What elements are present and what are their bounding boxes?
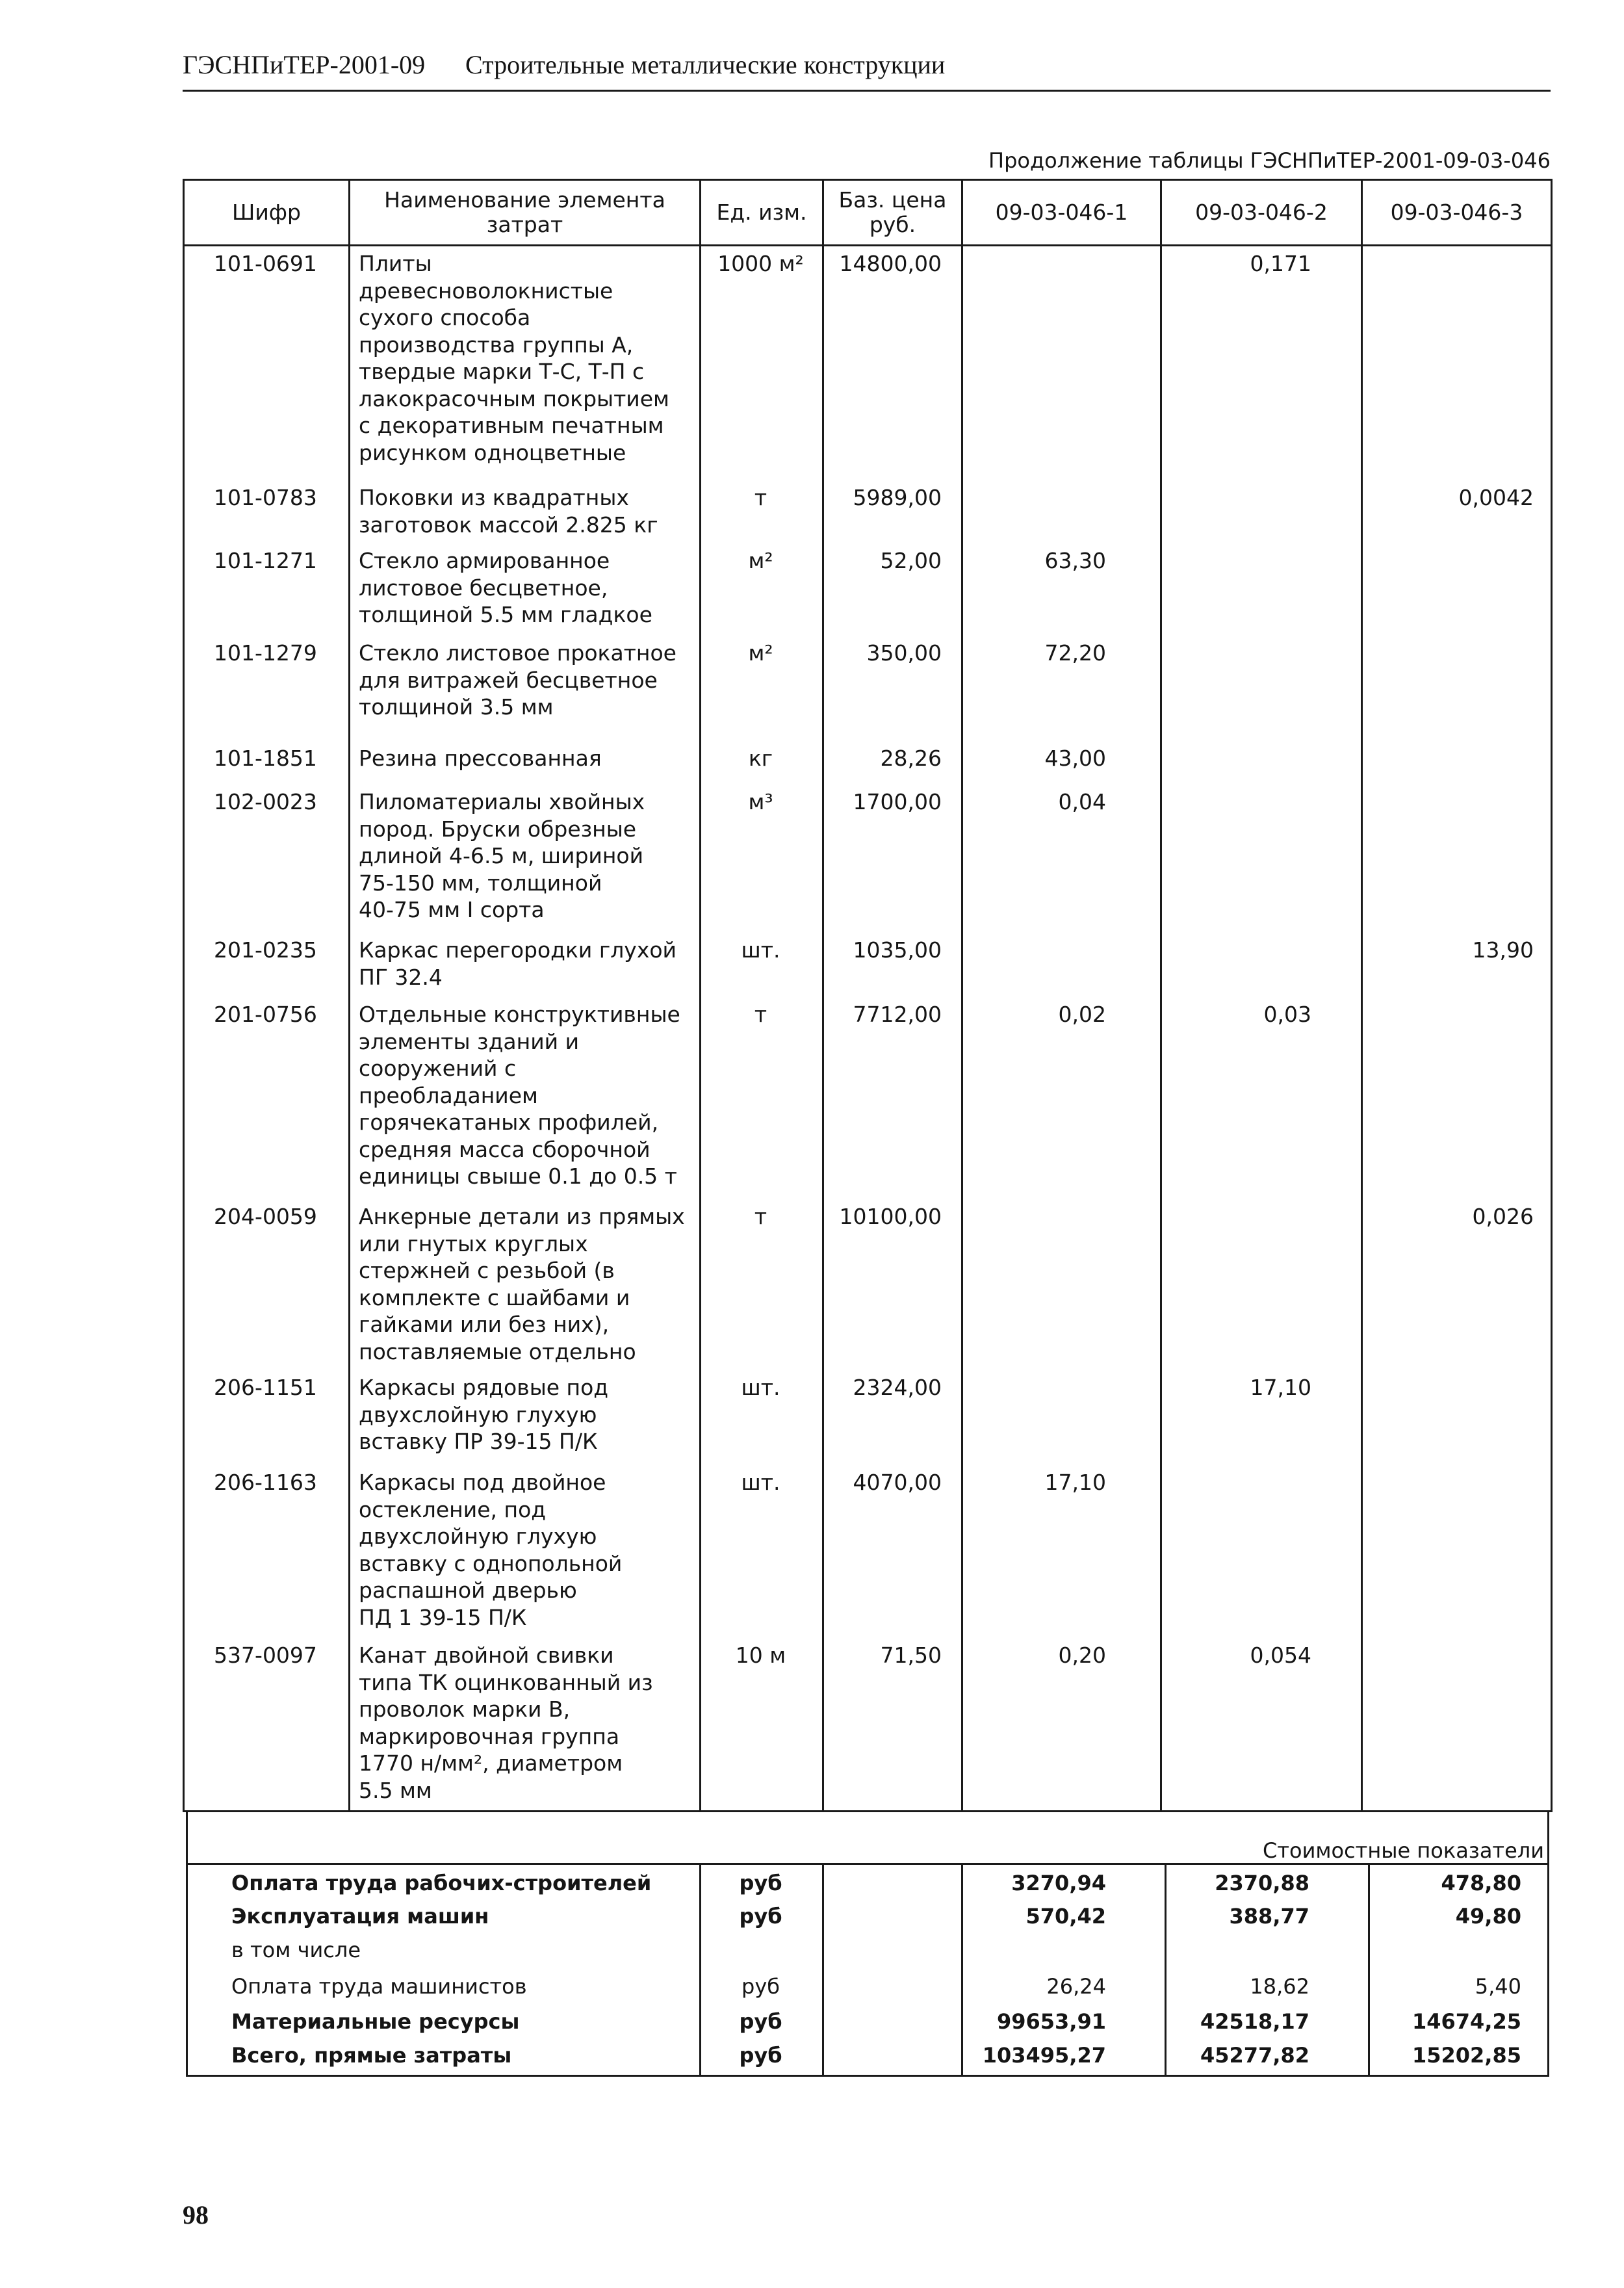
row-base-price: 2324,00	[853, 1375, 942, 1400]
row-value-046-1: 0,20	[1058, 1643, 1106, 1668]
row-name-line: Пиломатериалы хвойных	[359, 789, 645, 814]
row-name-line: сухого способа	[359, 305, 531, 330]
row-name-line: преобладанием	[359, 1082, 538, 1108]
row-value-046-1: 72,20	[1044, 640, 1106, 666]
row-base-price: 71,50	[880, 1643, 942, 1668]
table-column-rule	[1160, 179, 1162, 1812]
table-column-rule	[348, 179, 350, 1812]
row-unit: т	[754, 485, 767, 510]
row-value-046-1: 43,00	[1044, 746, 1106, 771]
row-name-line: типа ТК оцинкованный из	[359, 1669, 653, 1695]
row-name-line: средняя масса сборочной	[359, 1136, 651, 1162]
row-name-line: вставку ПР 39-15 П/К	[359, 1429, 598, 1454]
row-name-line: Анкерные детали из прямых	[359, 1204, 685, 1229]
row-base-price: 350,00	[866, 640, 942, 666]
row-base-price: 14800,00	[839, 251, 942, 276]
row-name-line: 1770 н/мм², диаметром	[359, 1750, 623, 1776]
row-base-price: 4070,00	[853, 1470, 942, 1495]
row-value-046-2: 17,10	[1250, 1375, 1311, 1400]
row-unit: кг	[748, 746, 773, 771]
row-name-line: или гнутых круглых	[359, 1230, 588, 1256]
row-name-line: поставляемые отдельно	[359, 1338, 636, 1364]
header-col-046-3	[1363, 181, 1551, 244]
row-name-line: толщиной 5.5 мм гладкое	[359, 602, 652, 627]
row-name-line: Плиты	[359, 251, 432, 276]
row-code: 101-1271	[214, 548, 317, 573]
row-name-line: комплекте с шайбами и	[359, 1284, 630, 1310]
summary-unit: руб	[741, 1974, 780, 1999]
row-base-price: 5989,00	[853, 485, 942, 510]
summary-value-046-2: 42518,17	[1200, 2009, 1309, 2034]
page-number: 98	[183, 2200, 209, 2230]
row-value-046-1: 0,04	[1058, 789, 1106, 814]
row-name-line: Стекло армированное	[359, 548, 610, 573]
header-base-price	[824, 181, 961, 244]
header-name-line: Наименование элемента	[384, 187, 665, 213]
summary-value-046-3: 14674,25	[1411, 2009, 1521, 2034]
table-column-rule	[1361, 179, 1363, 1812]
row-name-line: заготовок массой 2.825 кг	[359, 512, 658, 538]
table-continuation-caption: Продолжение таблицы ГЭСНПиТЕР-2001-09-03-046	[988, 148, 1551, 173]
summary-bottom-border	[186, 2075, 1549, 2077]
running-header-code: ГЭСНПиТЕР-2001-09	[183, 50, 426, 79]
row-unit: шт.	[741, 1470, 780, 1495]
row-value-046-3: 0,026	[1472, 1204, 1534, 1229]
summary-value-046-1: 570,42	[1025, 1904, 1106, 1929]
header-unit	[701, 181, 822, 244]
row-base-price: 10100,00	[839, 1204, 942, 1229]
row-name-line: листовое бесцветное,	[359, 575, 608, 601]
row-name-line: горячекатаных профилей,	[359, 1110, 659, 1135]
header-name-line: затрат	[486, 212, 563, 237]
row-code: 101-1279	[214, 640, 317, 666]
row-value-046-2: 0,054	[1250, 1643, 1311, 1668]
row-unit: м²	[748, 548, 773, 573]
row-name-line: производства группы А,	[359, 332, 634, 358]
header-rule	[183, 90, 1551, 92]
row-name-line: 5.5 мм	[359, 1777, 432, 1803]
header-col-046-2-label: 09-03-046-2	[1195, 200, 1328, 225]
row-unit: 10 м	[735, 1643, 786, 1668]
summary-value-046-1: 99653,91	[996, 2009, 1106, 2034]
row-name-line: маркировочная группа	[359, 1723, 620, 1749]
row-value-046-1: 0,02	[1058, 1002, 1106, 1027]
header-name	[350, 181, 699, 244]
header-unit-label: Ед. изм.	[716, 200, 807, 225]
row-name-line: единицы свыше 0.1 до 0.5 т	[359, 1164, 677, 1189]
row-name-line: лакокрасочным покрытием	[359, 385, 669, 411]
row-name-line: Поковки из квадратных	[359, 485, 629, 510]
row-name-line: сооружений с	[359, 1056, 517, 1081]
row-unit: т	[754, 1204, 767, 1229]
row-base-price: 52,00	[880, 548, 942, 573]
row-unit: шт.	[741, 1375, 780, 1400]
header-col-046-2	[1162, 181, 1361, 244]
row-name-line: толщиной 3.5 мм	[359, 694, 554, 720]
header-col-046-3-label: 09-03-046-3	[1390, 200, 1523, 225]
summary-left-border	[186, 1810, 188, 2077]
row-code: 101-0691	[214, 251, 317, 276]
summary-label: Оплата труда рабочих-строителей	[231, 1871, 652, 1896]
row-value-046-3: 0,0042	[1458, 485, 1534, 510]
row-name-line: 75-150 мм, толщиной	[359, 870, 602, 896]
row-name-line: Резина прессованная	[359, 746, 602, 771]
row-code: 206-1151	[214, 1375, 317, 1400]
summary-label: Всего, прямые затраты	[231, 2043, 512, 2068]
row-value-046-2: 0,171	[1250, 251, 1311, 276]
row-name-line: Отдельные конструктивные	[359, 1002, 680, 1027]
row-name-line: рисунком одноцветные	[359, 439, 626, 465]
row-name-line: Каркас перегородки глухой	[359, 937, 677, 963]
row-name-line: элементы зданий и	[359, 1028, 580, 1054]
summary-value-046-2: 2370,88	[1215, 1871, 1309, 1896]
row-value-046-2: 0,03	[1263, 1002, 1311, 1027]
table-column-rule	[1551, 179, 1553, 1812]
row-code: 204-0059	[214, 1204, 317, 1229]
row-code: 201-0235	[214, 937, 317, 963]
row-name-line: стержней с резьбой (в	[359, 1258, 615, 1283]
row-name-line: двухслойную глухую	[359, 1401, 597, 1427]
row-name-line: двухслойную глухую	[359, 1524, 597, 1549]
row-value-046-3: 13,90	[1472, 937, 1534, 963]
summary-right-border	[1547, 1810, 1549, 2077]
summary-unit: руб	[739, 2009, 782, 2034]
row-name-line: Каркасы под двойное	[359, 1470, 606, 1495]
summary-label: в том числе	[231, 1938, 361, 1963]
row-name-line: гайками или без них),	[359, 1312, 610, 1337]
row-name-line: распашной дверью	[359, 1578, 577, 1603]
header-code-label: Шифр	[232, 200, 301, 225]
row-unit: м²	[748, 640, 773, 666]
row-name-line: 40-75 мм I сорта	[359, 897, 545, 922]
row-value-046-1: 17,10	[1044, 1470, 1106, 1495]
summary-value-046-2: 45277,82	[1200, 2043, 1309, 2068]
row-name-line: пород. Бруски обрезные	[359, 816, 637, 842]
header-code	[185, 181, 348, 244]
running-header-title: Строительные металлические конструкции	[465, 50, 946, 79]
row-name-line: проволок марки В,	[359, 1696, 571, 1722]
row-code: 206-1163	[214, 1470, 317, 1495]
row-code: 101-1851	[214, 746, 317, 771]
table-bottom-border	[183, 1810, 1553, 1812]
row-name-line: ПГ 32.4	[359, 964, 443, 990]
row-value-046-1: 63,30	[1044, 548, 1106, 573]
row-code: 102-0023	[214, 789, 317, 814]
row-name-line: остекление, под	[359, 1496, 547, 1522]
summary-value-046-3: 478,80	[1441, 1871, 1521, 1896]
row-unit: т	[754, 1002, 767, 1027]
summary-value-046-3: 15202,85	[1411, 2043, 1521, 2068]
summary-value-046-3: 49,80	[1455, 1904, 1521, 1929]
row-unit: 1000 м²	[717, 251, 804, 276]
row-base-price: 1700,00	[853, 789, 942, 814]
row-name-line: вставку с однопольной	[359, 1550, 623, 1576]
summary-label: Эксплуатация машин	[231, 1904, 489, 1929]
row-name-line: для витражей бесцветное	[359, 667, 658, 693]
row-name-line: Каркасы рядовые под	[359, 1375, 609, 1400]
summary-unit: руб	[739, 2043, 782, 2068]
row-name-line: длиной 4-6.5 м, шириной	[359, 843, 644, 868]
row-name-line: Канат двойной свивки	[359, 1643, 614, 1668]
header-base-price-line: руб.	[869, 212, 916, 237]
header-col-046-1	[963, 181, 1160, 244]
summary-value-046-1: 3270,94	[1011, 1871, 1106, 1896]
row-code: 201-0756	[214, 1002, 317, 1027]
header-base-price-line: Баз. цена	[838, 187, 947, 213]
row-name-line: твердые марки Т-С, Т-П с	[359, 359, 645, 384]
summary-caption: Стоимостные показатели	[1263, 1838, 1544, 1863]
summary-column-rule	[822, 1863, 824, 2077]
table-column-rule	[822, 179, 824, 1812]
table-column-rule	[961, 179, 963, 1812]
row-unit: шт.	[741, 937, 780, 963]
summary-unit: руб	[739, 1904, 782, 1929]
table-column-rule	[699, 179, 701, 1812]
summary-label: Оплата труда машинистов	[231, 1974, 527, 1999]
row-code: 101-0783	[214, 485, 317, 510]
row-name-line: ПД 1 39-15 П/К	[359, 1604, 527, 1630]
row-code: 537-0097	[214, 1643, 317, 1668]
row-name-line: древесноволокнистые	[359, 278, 613, 304]
row-base-price: 1035,00	[853, 937, 942, 963]
row-base-price: 7712,00	[853, 1002, 942, 1027]
header-col-046-1-label: 09-03-046-1	[995, 200, 1128, 225]
table-column-rule	[183, 179, 185, 1812]
summary-unit: руб	[739, 1871, 782, 1896]
row-unit: м³	[748, 789, 773, 814]
summary-value-046-2: 388,77	[1229, 1904, 1309, 1929]
row-name-line: Стекло листовое прокатное	[359, 640, 677, 666]
summary-value-046-1: 103495,27	[982, 2043, 1106, 2068]
summary-value-046-3: 5,40	[1475, 1974, 1521, 1999]
row-name-line: с декоративным печатным	[359, 413, 664, 438]
summary-value-046-1: 26,24	[1046, 1974, 1106, 1999]
summary-value-046-2: 18,62	[1250, 1974, 1309, 1999]
table-header-divider	[183, 244, 1553, 246]
summary-label: Материальные ресурсы	[231, 2009, 520, 2034]
row-base-price: 28,26	[880, 746, 942, 771]
